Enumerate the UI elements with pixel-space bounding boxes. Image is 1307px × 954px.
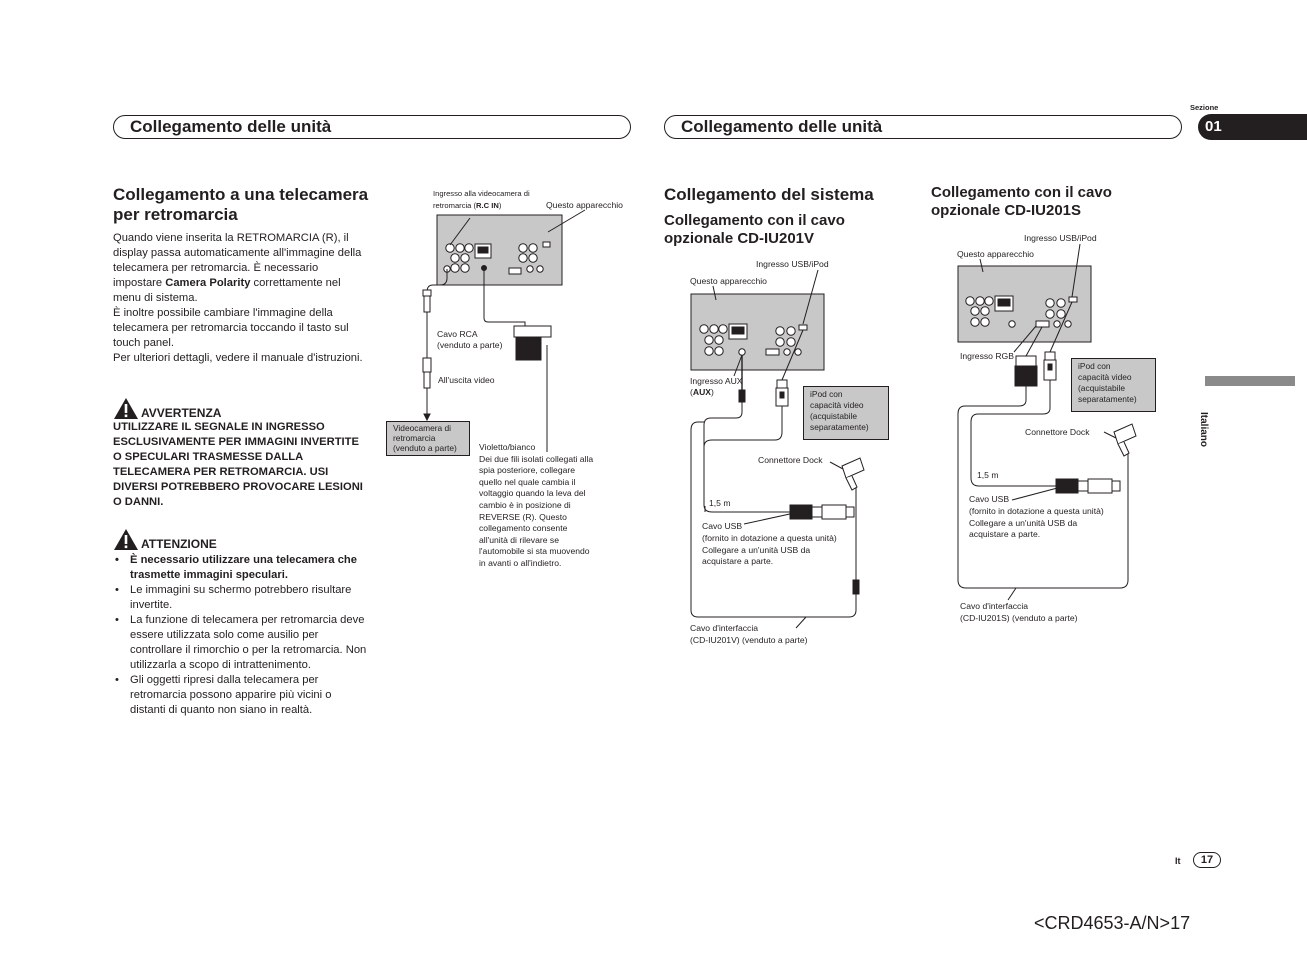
video-out-label: All'uscita video (438, 375, 495, 385)
section-number: 01 (1205, 118, 1222, 135)
v-interface-line: Cavo d'interfaccia (690, 623, 759, 633)
right-section-title: Collegamento delle unità (681, 117, 883, 136)
s-ipod-line: (acquistabile (1078, 383, 1126, 393)
s-ipod-line: separatamente) (1078, 394, 1137, 404)
violet-title: Violetto/bianco (479, 442, 536, 452)
v-usb-input-label: Ingresso USB/iPod (756, 259, 829, 269)
v-aux-line-2 (690, 387, 743, 398)
caution-item: • È necessario utilizzare una telecamera che trasmette immagini speculari. (113, 553, 367, 583)
rc-in-prefix: retromarcia ( (433, 200, 477, 210)
iu201s-diagram (958, 244, 1136, 600)
rca-cable-label (437, 329, 502, 351)
camera-box (386, 421, 470, 456)
s-rgb-label: Ingresso RGB (960, 351, 1014, 361)
language-tab-bar (1205, 376, 1295, 386)
s-usb-cable-label (969, 494, 1104, 541)
violet-line: REVERSE (R). Questo (479, 511, 567, 522)
rca-line-2: (venduto a parte) (437, 340, 503, 350)
intro-paragraph-2: È inoltre possibile cambiare l'immagine della telecamera per retromarcia toccando il tasto sul touch panel. (113, 307, 349, 349)
v-aux-label (690, 376, 743, 398)
s-interface-label (960, 601, 1078, 625)
v-length-label: 1,5 m (709, 498, 731, 508)
s-length-label: 1,5 m (977, 470, 999, 480)
caution-item: • Gli oggetti ripresi dalla telecamera per retromarcia possono apparire più vicini o distanti di quanto non siano in realtà. (113, 673, 367, 718)
language-label: Italiano (1198, 412, 1209, 448)
violet-line: cambio è in posizione di (479, 499, 571, 510)
violet-line: voltaggio quando la leva del (479, 488, 586, 499)
camera-box-line-2: retromarcia (393, 433, 436, 443)
intro-paragraph-3: Per ulteriori dettagli, vedere il manuale d'istruzioni. (113, 352, 363, 364)
rc-in-suffix: ) (498, 200, 502, 210)
camera-heading: Collegamento a una telecamera per retromarcia (113, 185, 369, 224)
s-dock-label: Connettore Dock (1025, 427, 1090, 437)
v-unit-label: Questo apparecchio (690, 276, 767, 286)
v-interface-line: (CD-IU201V) (venduto a parte) (690, 634, 808, 645)
warning-title: AVVERTENZA (141, 406, 222, 420)
intro-text-b: correttamente nel menu di sistema. (113, 277, 341, 304)
rc-in-term: R.C IN (476, 200, 499, 210)
v-usb-line: Cavo USB (702, 521, 743, 531)
camera-unit-label: Questo apparecchio (546, 200, 623, 210)
violet-line: quello nel quale cambia il (479, 476, 576, 487)
camera-box-line-1: Videocamera di (393, 423, 452, 433)
iu201v-heading: Collegamento con il cavo opzionale CD-IU201V (664, 212, 845, 247)
camera-box-line-3: (venduto a parte) (393, 443, 457, 453)
caution-item: • La funzione di telecamera per retromarcia deve essere utilizzata solo come ausilio per controllare il rimorchio o per la retromarcia. Non utilizzarla a scopo di intrattenimento. (113, 613, 367, 673)
s-ipod-line: iPod con (1078, 361, 1111, 371)
v-aux-suffix: ) (711, 387, 714, 397)
rc-in-line-1: Ingresso alla videocamera di (433, 189, 530, 198)
caution-title: ATTENZIONE (141, 537, 217, 551)
warning-text: UTILIZZARE IL SEGNALE IN INGRESSO ESCLUSIVAMENTE PER IMMAGINI INVERTITE O SPECULARI TRASMESSE DALLA TELECAMERA PER RETROMARCIA. USI DIVERSI POTREBBERO PROVOCARE LESIONI O DANNI. (113, 421, 363, 508)
s-usb-line: Cavo USB (969, 494, 1010, 504)
violet-line: collegamento consente (479, 523, 568, 534)
v-interface-label (690, 623, 808, 647)
v-aux-prefix: ( (690, 387, 693, 397)
rc-in-line-2 (433, 200, 530, 212)
v-dock-label: Connettore Dock (758, 455, 823, 465)
page-number: 17 (1193, 852, 1221, 868)
v-aux-line-1: Ingresso AUX (690, 376, 743, 386)
v-usb-cable-label (702, 521, 837, 568)
system-heading: Collegamento del sistema (664, 185, 874, 204)
v-usb-line: acquistare a parte. (702, 556, 774, 567)
violet-line: in avanti o all'indietro. (479, 557, 562, 568)
s-usb-input-label: Ingresso USB/iPod (1024, 233, 1097, 243)
v-ipod-line: separatamente) (810, 422, 869, 432)
iu201s-heading: Collegamento con il cavo opzionale CD-IU201S (931, 184, 1112, 219)
s-ipod-line: capacità video (1078, 372, 1132, 382)
violet-line: Dei due fili isolati collegati alla (479, 453, 594, 464)
v-ipod-line: (acquistabile (810, 411, 858, 421)
s-unit-label: Questo apparecchio (957, 249, 1034, 259)
s-usb-line: (fornito in dotazione a questa unità) (969, 505, 1104, 516)
intro-text-a: Quando viene inserita la RETROMARCIA (R), il display passa automaticamente all'immagine della telecamera per retromarcia. È necessario impostare (113, 232, 362, 289)
v-ipod-box (803, 386, 889, 440)
camera-polarity-term: Camera Polarity (165, 277, 251, 289)
v-aux-term: AUX (692, 387, 712, 397)
v-usb-line: Collegare a un'unità USB da (702, 544, 811, 555)
violet-line: l'automobile si sta muovendo (479, 546, 590, 557)
left-section-title: Collegamento delle unità (130, 117, 332, 136)
section-label: Sezione (1190, 103, 1219, 112)
v-ipod-line: capacità video (810, 400, 864, 410)
caution-item: • Le immagini su schermo potrebbero risultare invertite. (113, 583, 367, 613)
s-interface-line: (CD-IU201S) (venduto a parte) (960, 612, 1078, 623)
iu201v-diagram (691, 270, 864, 628)
violet-note (479, 442, 593, 570)
footer-lang-code: It (1175, 856, 1181, 866)
v-ipod-line: iPod con (810, 389, 843, 399)
s-interface-line: Cavo d'interfaccia (960, 601, 1029, 611)
s-usb-line: acquistare a parte. (969, 529, 1041, 540)
v-usb-line: (fornito in dotazione a questa unità) (702, 532, 837, 543)
s-usb-line: Collegare a un'unità USB da (969, 517, 1078, 528)
rca-line-1: Cavo RCA (437, 329, 478, 339)
violet-line: spia posteriore, collegare (479, 465, 576, 476)
document-code: <CRD4653-A/N>17 (1034, 913, 1191, 933)
violet-line: all'unità di rilevare se (479, 534, 559, 545)
rc-in-label (433, 188, 530, 211)
s-ipod-box (1071, 358, 1156, 412)
